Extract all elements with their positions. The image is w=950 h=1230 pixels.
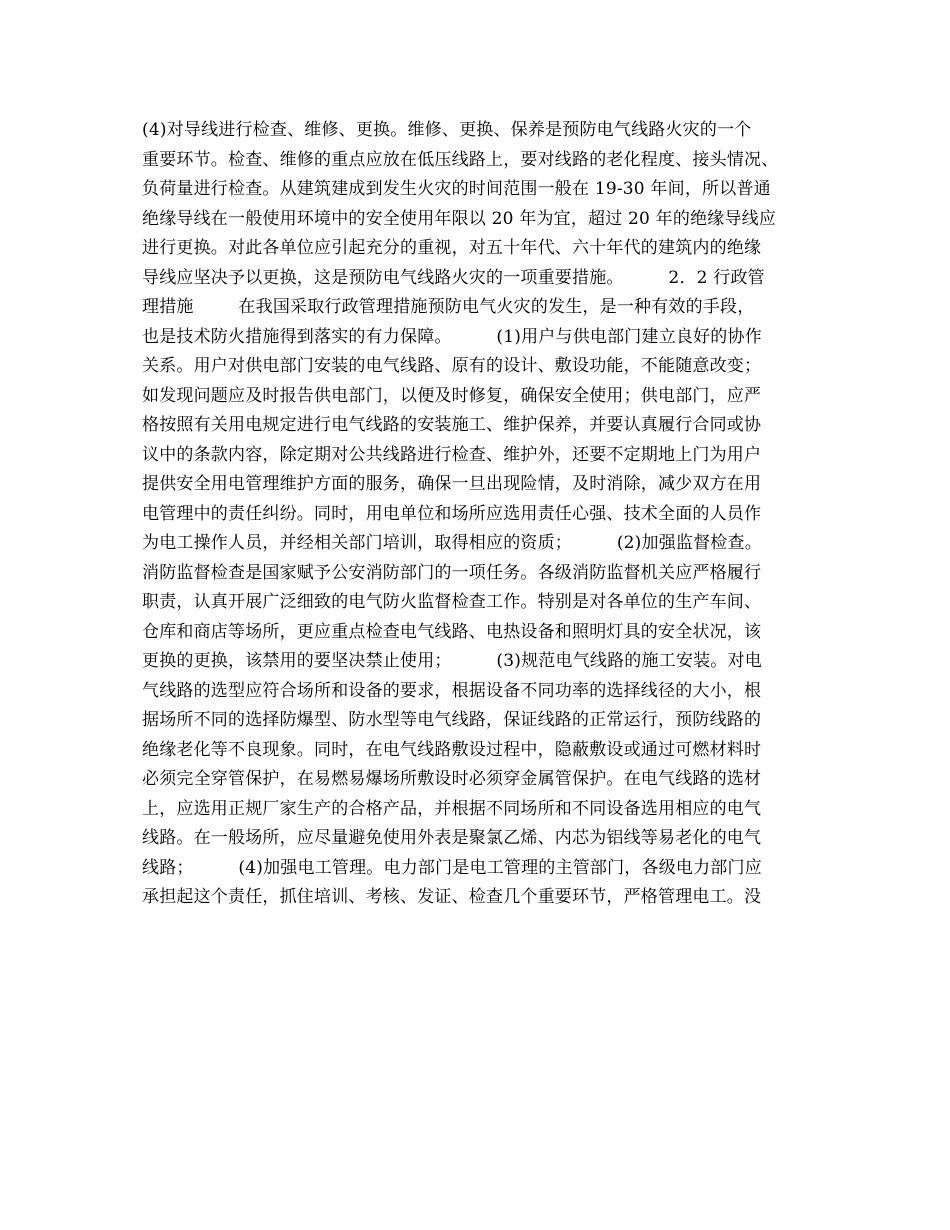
text-line: 关系。用户对供电部门安装的电气线路、原有的设计、敷设功能，不能随意改变； bbox=[142, 356, 762, 376]
text-line: 上，应选用正规厂家生产的合格产品，并根据不同场所和不同设备选用相应的电气 bbox=[142, 798, 762, 819]
text-line: 电管理中的责任纠纷。同时，用电单位和场所应选用责任心强、技术全面的人员作 bbox=[142, 503, 762, 524]
text-line: 为电工操作人员，并经相关部门培训，取得相应的资质； (2)加强监督检查。 bbox=[142, 533, 762, 553]
text-line: 更换的更换，该禁用的要坚决禁止使用； (3)规范电气线路的施工安装。对电 bbox=[142, 651, 762, 671]
text-line: 重要环节。检查、维修的重点应放在低压线路上，要对线路的老化程度、接头情况、 bbox=[142, 149, 779, 170]
text-line: 消防监督检查是国家赋予公安消防部门的一项任务。各级消防监督机关应严格履行 bbox=[142, 562, 762, 583]
text-line: 也是技术防火措施得到落实的有力保障。 (1)用户与供电部门建立良好的协作 bbox=[142, 326, 762, 347]
text-line: 理措施 在我国采取行政管理措施预防电气火灾的发生，是一种有效的手段， bbox=[142, 297, 755, 317]
text-line: (4)对导线进行检查、维修、更换。维修、更换、保养是预防电气线路火灾的一个 bbox=[142, 120, 752, 140]
text-line: 议中的条款内容，除定期对公共线路进行检查、维护外，还要不定期地上门为用户 bbox=[142, 444, 762, 465]
text-line: 必须完全穿管保护，在易燃易爆场所敷设时必须穿金属管保护。在电气线路的选材 bbox=[142, 769, 762, 789]
text-line: 承担起这个责任，抓住培训、考核、发证、检查几个重要环节，严格管理电工。没 bbox=[142, 887, 762, 907]
text-line: 如发现问题应及时报告供电部门，以便及时修复，确保安全使用；供电部门，应严 bbox=[142, 385, 762, 406]
text-line: 绝缘老化等不良现象。同时，在电气线路敷设过程中，隐蔽敷设或通过可燃材料时 bbox=[142, 739, 762, 760]
body-text bbox=[142, 116, 822, 913]
text-line: 导线应坚决予以更换，这是预防电气线路火灾的一项重要措施。 2．2 行政管 bbox=[142, 267, 765, 288]
text-line: 仓库和商店等场所，更应重点检查电气线路、电热设备和照明灯具的安全状况，该 bbox=[142, 621, 762, 642]
text-line: 负荷量进行检查。从建筑建成到发生火灾的时间范围一般在 19-30 年间，所以普通 bbox=[142, 179, 771, 199]
text-line: 据场所不同的选择防爆型、防水型等电气线路，保证线路的正常运行，预防线路的 bbox=[142, 710, 762, 730]
text-line: 格按照有关用电规定进行电气线路的安装施工、维护保养，并要认真履行合同或协 bbox=[142, 415, 762, 435]
text-line: 提供安全用电管理维护方面的服务，确保一旦出现险情，及时消除，减少双方在用 bbox=[142, 474, 762, 494]
text-line: 进行更换。对此各单位应引起充分的重视，对五十年代、六十年代的建筑内的绝缘 bbox=[142, 238, 762, 258]
text-line: 线路。在一般场所，应尽量避免使用外表是聚氯乙烯、内芯为铝线等易老化的电气 bbox=[142, 828, 762, 848]
text-line: 职责，认真开展广泛细致的电气防火监督检查工作。特别是对各单位的生产车间、 bbox=[142, 592, 762, 612]
text-line: 线路； (4)加强电工管理。电力部门是电工管理的主管部门，各级电力部门应 bbox=[142, 857, 762, 878]
text-line: 气线路的选型应符合场所和设备的要求，根据设备不同功率的选择线径的大小，根 bbox=[142, 680, 762, 701]
text-line: 绝缘导线在一般使用环境中的安全使用年限以 20 年为宜，超过 20 年的绝缘导线应 bbox=[142, 208, 777, 229]
